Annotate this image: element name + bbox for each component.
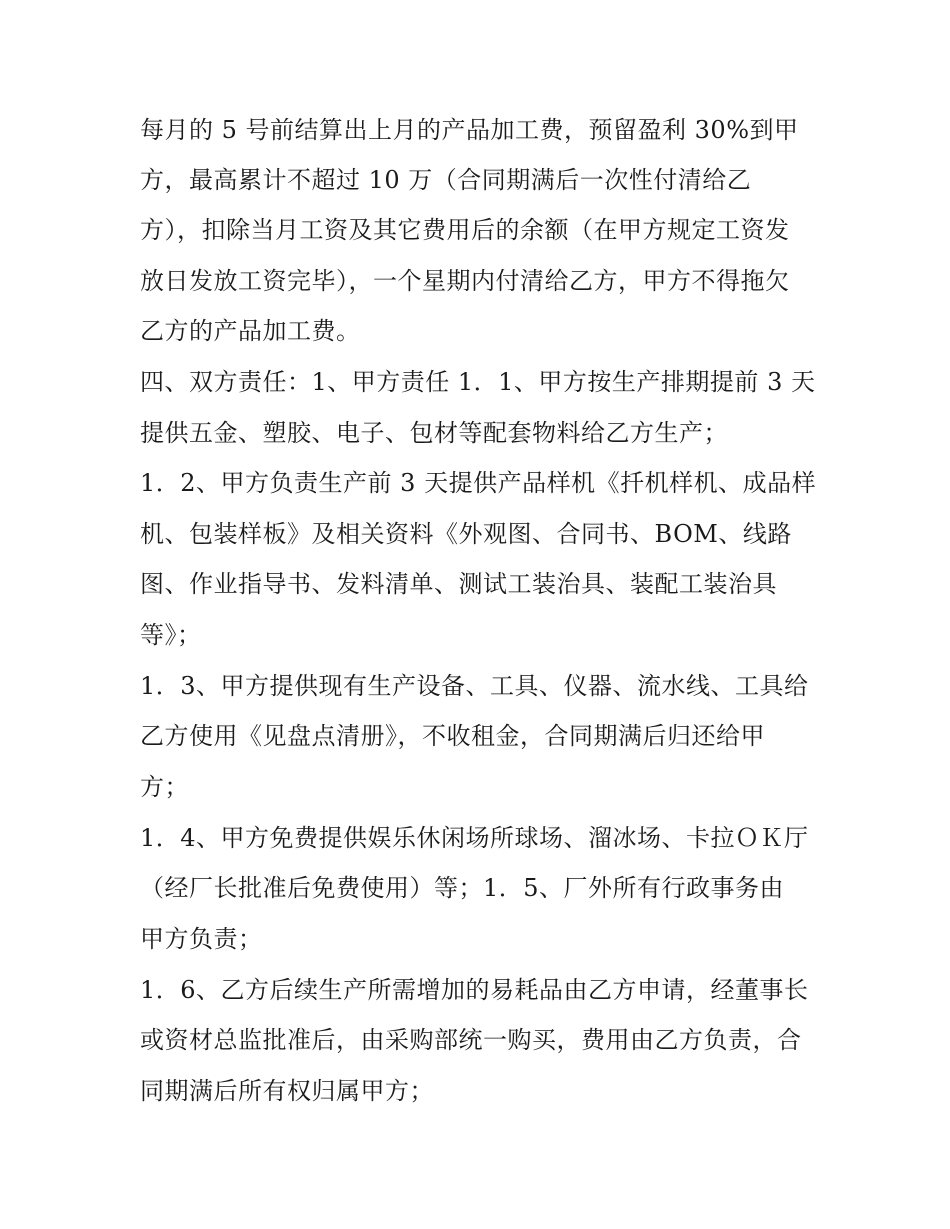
text-line: 四、双方责任：1、甲方责任 1．1、甲方按生产排期提前 3 天 [140, 368, 816, 396]
text-line: 乙方使用《见盘点清册》，不收租金，合同期满后归还给甲 [140, 722, 765, 750]
text-line: 甲方负责； [140, 925, 263, 953]
text-line: 放日发放工资完毕），一个星期内付清给乙方，甲方不得拖欠 [140, 267, 790, 295]
text-line: 每月的 5 号前结算出上月的产品加工费，预留盈利 30%到甲 [140, 116, 799, 144]
text-line: 提供五金、塑胶、电子、包材等配套物料给乙方生产； [140, 419, 728, 447]
text-line: 1．2、甲方负责生产前 3 天提供产品样机《扦机样机、成品样 [140, 469, 817, 497]
text-line: 1．3、甲方提供现有生产设备、工具、仪器、流水线、工具给 [140, 672, 809, 700]
text-line: （经厂长批准后免费使用）等；1．5、厂外所有行政事务由 [140, 874, 785, 902]
text-line: 乙方的产品加工费。 [140, 317, 361, 345]
text-line: 方），扣除当月工资及其它费用后的余额（在甲方规定工资发 [140, 216, 790, 244]
text-line: 等》； [140, 621, 202, 649]
text-line: 图、作业指导书、发料清单、测试工装治具、装配工装治具 [140, 570, 777, 598]
text-line: 或资材总监批准后，由采购部统一购买，费用由乙方负责，合 [140, 1026, 802, 1054]
text-line: 方； [140, 773, 189, 801]
text-line: 方，最高累计不超过 10 万（合同期满后一次性付清给乙 [140, 166, 752, 194]
text-line: 机、包装样板》及相关资料《外观图、合同书、BOM、线路 [140, 520, 792, 548]
text-line: 1．4、甲方免费提供娱乐休闲场所球场、溜冰场、卡拉ＯＫ厅 [140, 824, 809, 852]
text-line: 1．6、乙方后续生产所需增加的易耗品由乙方申请，经董事长 [140, 976, 809, 1004]
text-line: 同期满后所有权归属甲方； [140, 1077, 434, 1105]
